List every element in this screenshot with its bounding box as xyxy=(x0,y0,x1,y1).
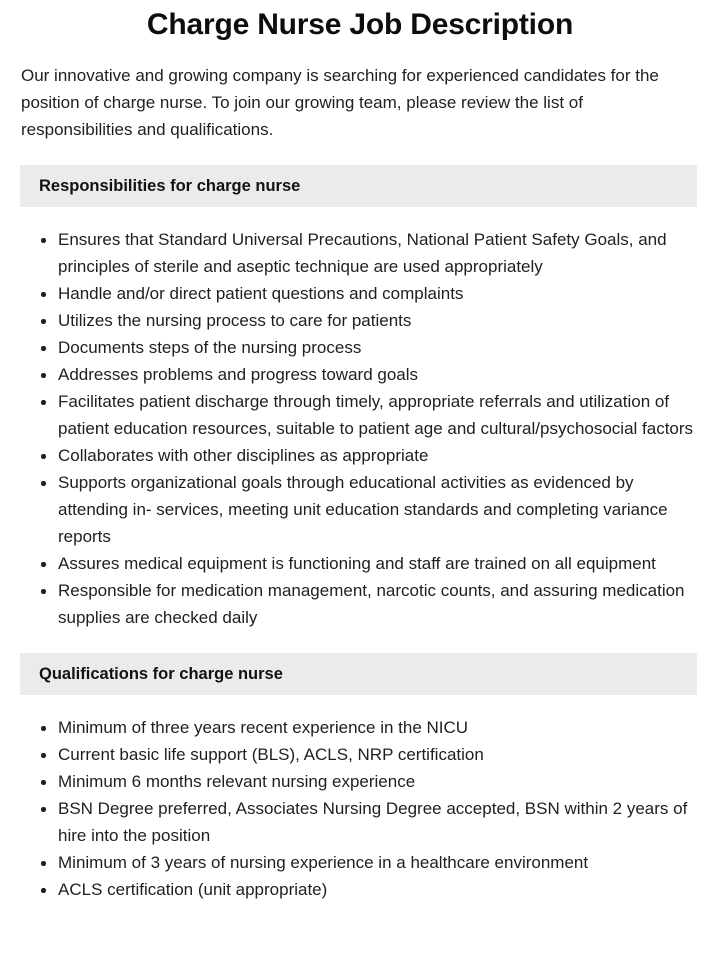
list-item: Ensures that Standard Universal Precautions, National Patient Safety Goals, and principles of sterile and aseptic technique are used appropriately xyxy=(0,226,696,280)
list-item: ACLS certification (unit appropriate) xyxy=(0,876,696,903)
list-item: Addresses problems and progress toward goals xyxy=(0,361,696,388)
list-item: Assures medical equipment is functioning and staff are trained on all equipment xyxy=(0,550,696,577)
intro-paragraph: Our innovative and growing company is searching for experienced candidates for the position of charge nurse. To join our growing team, please review the list of responsibilities and qualifications. xyxy=(21,66,659,139)
list-item: BSN Degree preferred, Associates Nursing Degree accepted, BSN within 2 years of hire into the position xyxy=(0,795,696,849)
list-item: Utilizes the nursing process to care for patients xyxy=(0,307,696,334)
qualifications-list xyxy=(0,714,720,903)
section-header-bar-responsibilities xyxy=(20,165,697,207)
section-heading-responsibilities: Responsibilities for charge nurse xyxy=(39,177,301,195)
list-item: Supports organizational goals through educational activities as evidenced by attending in- services, meeting unit education standards and completing variance reports xyxy=(0,469,696,550)
list-item: Responsible for medication management, narcotic counts, and assuring medication supplies are checked daily xyxy=(0,577,696,631)
list-item: Collaborates with other disciplines as appropriate xyxy=(0,442,696,469)
section-heading-qualifications: Qualifications for charge nurse xyxy=(39,665,283,683)
section-header-bar-qualifications xyxy=(20,653,697,695)
section-responsibilities xyxy=(0,165,720,631)
section-qualifications xyxy=(0,653,720,903)
page-title: Charge Nurse Job Description xyxy=(146,8,574,41)
list-item: Minimum of three years recent experience in the NICU xyxy=(0,714,696,741)
list-item: Minimum of 3 years of nursing experience in a healthcare environment xyxy=(0,849,696,876)
list-item: Facilitates patient discharge through timely, appropriate referrals and utilization of patient education resources, suitable to patient age and cultural/psychosocial factors xyxy=(0,388,696,442)
list-item: Handle and/or direct patient questions and complaints xyxy=(0,280,696,307)
list-item: Current basic life support (BLS), ACLS, NRP certification xyxy=(0,741,696,768)
list-item: Minimum 6 months relevant nursing experience xyxy=(0,768,696,795)
list-item: Documents steps of the nursing process xyxy=(0,334,696,361)
responsibilities-list xyxy=(0,226,720,631)
